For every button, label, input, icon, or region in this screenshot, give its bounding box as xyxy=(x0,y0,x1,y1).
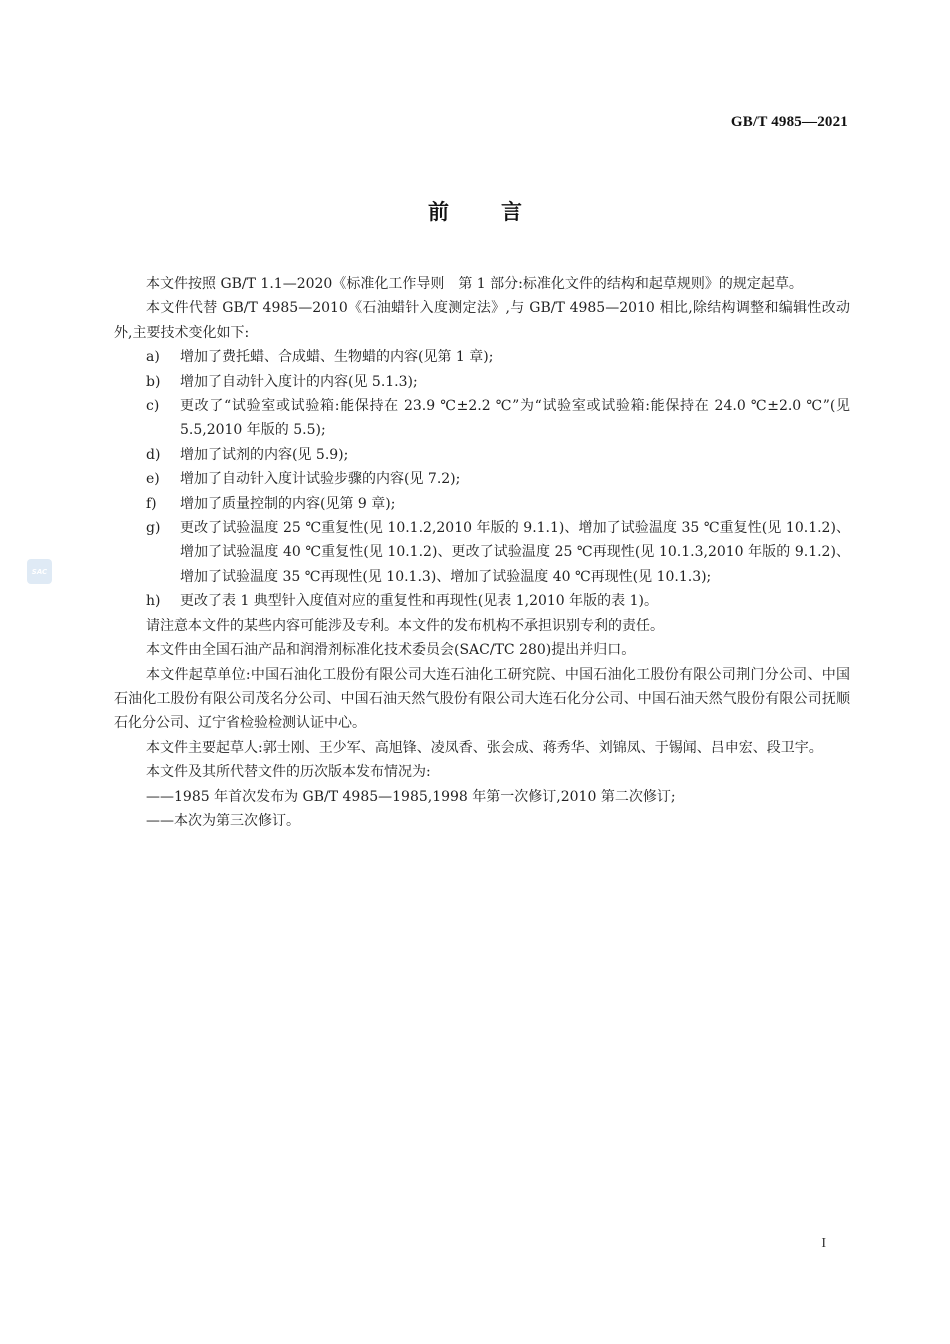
list-marker: c) xyxy=(146,398,160,415)
sac-watermark-logo: SAC xyxy=(27,559,52,584)
list-item xyxy=(114,394,850,443)
list-text: 增加了自动针入度计的内容(见 5.1.3); xyxy=(180,373,418,390)
list-text: 增加了试剂的内容(见 5.9); xyxy=(180,446,349,463)
paragraph: 请注意本文件的某些内容可能涉及专利。本文件的发布机构不承担识别专利的责任。 xyxy=(146,617,664,634)
list-text: 更改了“试验室或试验箱:能保持在 23.9 ℃±2.2 ℃”为“试验室或试验箱:能保持在 24.0 ℃±2.0 ℃”(见 5.5,2010 年版的 5.5); xyxy=(180,398,850,439)
list-marker: f) xyxy=(146,495,157,512)
list-marker: g) xyxy=(146,520,161,537)
document-body xyxy=(114,272,850,833)
paragraph: 本文件及其所代替文件的历次版本发布情况为: xyxy=(146,764,431,781)
history-item: ——本次为第三次修订。 xyxy=(146,812,300,829)
paragraph: 本文件由全国石油产品和润滑剂标准化技术委员会(SAC/TC 280)提出并归口。 xyxy=(146,642,636,659)
list-marker: d) xyxy=(146,446,161,463)
paragraph: 本文件代替 GB/T 4985—2010《石油蜡针入度测定法》,与 GB/T 4985—2010 相比,除结构调整和编辑性改动外,主要技术变化如下: xyxy=(114,300,850,341)
paragraph: 本文件起草单位:中国石油化工股份有限公司大连石油化工研究院、中国石油化工股份有限公司荆门分公司、中国石油化工股份有限公司茂名分公司、中国石油天然气股份有限公司大连石化分公司、中国石油天然气股份有限公司抚顺石化分公司、辽宁省检验检测认证中心。 xyxy=(114,666,850,732)
list-item xyxy=(114,370,850,394)
list-marker: b) xyxy=(146,373,161,390)
list-text: 增加了费托蜡、合成蜡、生物蜡的内容(见第 1 章); xyxy=(180,349,494,366)
page-number: I xyxy=(821,1236,826,1251)
list-text: 增加了质量控制的内容(见第 9 章); xyxy=(180,495,396,512)
list-marker: e) xyxy=(146,471,160,488)
list-item xyxy=(114,492,850,516)
list-item xyxy=(114,589,850,613)
list-text: 更改了表 1 典型针入度值对应的重复性和再现性(见表 1,2010 年版的表 1)。 xyxy=(180,593,658,610)
page-title: 前言 xyxy=(428,200,574,224)
paragraph: 本文件主要起草人:郭士刚、王少军、高旭锋、凌凤香、张会成、蒋秀华、刘锦凤、于锡闻、吕申宏、段卫宇。 xyxy=(146,739,823,756)
list-text: 增加了自动针入度计试验步骤的内容(见 7.2); xyxy=(180,471,461,488)
list-marker: h) xyxy=(146,593,161,610)
list-marker: a) xyxy=(146,349,160,366)
paragraph: 本文件按照 GB/T 1.1—2020《标准化工作导则 第 1 部分:标准化文件的结构和起草规则》的规定起草。 xyxy=(146,276,803,292)
list-item xyxy=(114,345,850,369)
list-text: 更改了试验温度 25 ℃重复性(见 10.1.2,2010 年版的 9.1.1)、增加了试验温度 35 ℃重复性(见 10.1.2)、增加了试验温度 40 ℃重复性(见 10.1.2)、更改了试验温度 25 ℃再现性(见 10.1.3,2010 年版的 9.1.2)、增加了试验温度 35 ℃再现性(见 10.1.3)、增加了试验温度 40 ℃再现性(见 10.1.3); xyxy=(180,520,850,585)
list-item xyxy=(114,443,850,467)
list-item xyxy=(114,516,850,589)
list-item xyxy=(114,467,850,491)
document-code: GB/T 4985—2021 xyxy=(730,114,848,130)
history-item: ——1985 年首次发布为 GB/T 4985—1985,1998 年第一次修订,2010 第二次修订; xyxy=(146,788,676,805)
